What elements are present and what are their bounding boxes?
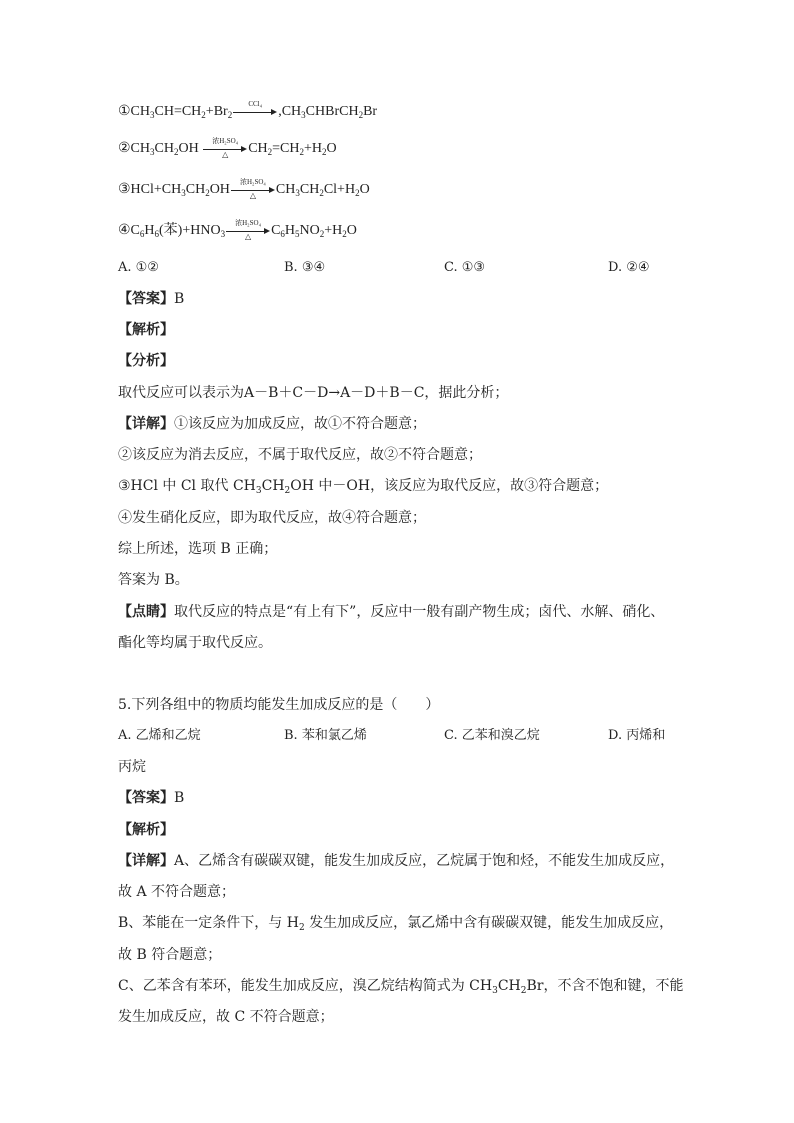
q5-detail-c2: 发生加成反应，故 C 不符合题意； — [118, 1009, 334, 1025]
q4-option-b: B. ③④ — [284, 260, 326, 275]
q5-option-c: C. 乙苯和溴乙烷 — [444, 728, 540, 743]
q5-question: 5.下列各组中的物质均能发生加成反应的是（ ） — [118, 697, 440, 713]
q4-fenxi-heading: 【分析】 — [118, 353, 174, 369]
q5-option-d: D. 丙烯和 — [608, 728, 666, 743]
q5-option-a: A. 乙烯和乙烷 — [118, 728, 201, 743]
q5-detail-a2: 故 A 不符合题意； — [118, 884, 236, 900]
q5-answer: 【答案】B — [118, 790, 185, 806]
q5-option-b: B. 苯和氯乙烯 — [284, 728, 367, 743]
q5-analysis-heading: 【解析】 — [118, 822, 174, 838]
q4-detail-4: ④发生硝化反应，即为取代反应，故④符合题意； — [118, 510, 426, 526]
q4-option-d: D. ②④ — [608, 260, 650, 275]
reaction-arrow: 浓H₂SO₄ △ — [226, 222, 270, 240]
q4-option-c: C. ①③ — [444, 260, 486, 275]
q4-answer: 【答案】B — [118, 291, 185, 307]
q4-option-a: A. ①② — [118, 260, 159, 275]
q5-detail-b1: B、苯能在一定条件下，与 $H_2$ 发生加成反应，氯乙烯中含有碳碳双键，能发生加成反应， — [118, 915, 674, 933]
q4-analysis-heading: 【解析】 — [118, 322, 174, 338]
q4-tip-1: 【点睛】取代反应的特点是“有上有下”，反应中一般有副产物生成；卤代、水解、硝化、 — [118, 604, 665, 620]
q4-detail-2: ②该反应为消去反应，不属于取代反应，故②不符合题意； — [118, 447, 482, 463]
reaction-arrow: 浓H₂SO₄ △ — [203, 140, 247, 158]
equation-1: $①CH_3CH=CH_2+Br_2$ CCl₄ $,CH_3CHBrCH_2Br$ — [118, 100, 378, 121]
equation-2: $②CH_3CH_2OH$ 浓H₂SO₄ △ $CH_2=CH_2+H_2O$ — [118, 137, 337, 159]
q4-tip-2: 酯化等均属于取代反应。 — [118, 635, 272, 651]
q4-detail-3: ③HCl 中 Cl 取代 $CH_3CH_2OH$ 中－OH，该反应为取代反应，故③符合题意； — [118, 478, 609, 496]
q4-detail-1: 【详解】①该反应为加成反应，故①不符合题意； — [118, 416, 426, 432]
q4-fenxi-text: 取代反应可以表示为A－B＋C－D→A－D＋B－C，据此分析； — [118, 385, 509, 401]
q5-detail-a1: 【详解】A、乙烯含有碳碳双键，能发生加成反应，乙烷属于饱和烃，不能发生加成反应， — [118, 853, 675, 869]
q5-detail-c1: C、乙苯含有苯环，能发生加成反应，溴乙烷结构简式为 $CH_3CH_2Br$，不含不饱和键，不能 — [118, 978, 684, 996]
reaction-arrow: 浓H₂SO₄ △ — [231, 181, 275, 199]
equation-3: $③HCl+CH_3CH_2OH$ 浓H₂SO₄ △ $CH_3CH_2Cl+H_2O$ — [118, 178, 370, 200]
q4-final: 答案为 B。 — [118, 572, 189, 588]
equation-4: $④C_6H_6$(苯)$+HNO_3$ 浓H₂SO₄ △ $C_6H_5NO_2+H_2O$ — [118, 219, 357, 241]
q4-summary: 综上所述，选项 B 正确； — [118, 541, 278, 557]
reaction-arrow: CCl₄ — [233, 103, 277, 121]
q5-detail-b2: 故 B 符合题意； — [118, 947, 222, 963]
q5-option-d-cont: 丙烷 — [118, 759, 146, 775]
